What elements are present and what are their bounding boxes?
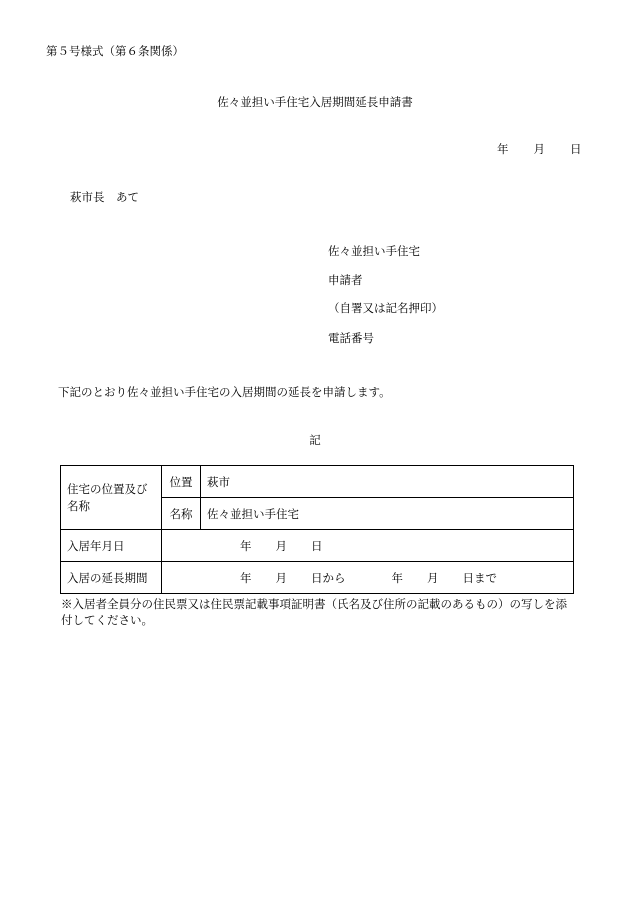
move-in-label: 入居年月日 bbox=[61, 530, 162, 562]
table-row bbox=[61, 530, 574, 562]
date-month: 月 bbox=[533, 142, 545, 156]
extension-period bbox=[162, 562, 574, 594]
name-label: 名称 bbox=[162, 498, 201, 530]
ext-from-month: 月 bbox=[275, 570, 287, 585]
seal-note: （自署又は記名押印） bbox=[328, 301, 443, 315]
extension-label: 入居の延長期間 bbox=[61, 562, 162, 594]
detail-table bbox=[60, 465, 574, 594]
table-row bbox=[61, 562, 574, 594]
applicant-housing: 佐々並担い手住宅 bbox=[328, 244, 420, 258]
form-number: 第５号様式（第６条関係） bbox=[46, 44, 184, 58]
move-in-month: 月 bbox=[275, 538, 287, 553]
applicant-label: 申請者 bbox=[328, 273, 363, 287]
date-year: 年 bbox=[497, 142, 509, 156]
name-value: 佐々並担い手住宅 bbox=[201, 498, 574, 530]
move-in-year: 年 bbox=[240, 538, 252, 553]
ext-from-year: 年 bbox=[240, 570, 252, 585]
housing-label: 住宅の位置及び名称 bbox=[61, 466, 162, 530]
move-in-date bbox=[162, 530, 574, 562]
attachment-note: ※入居者全員分の住民票又は住民票記載事項証明書（氏名及び住所の記載のあるもの）の写しを添付してください。 bbox=[61, 597, 567, 627]
move-in-day: 日 bbox=[311, 538, 323, 553]
ext-from-day: 日から bbox=[311, 570, 346, 585]
ext-to-year: 年 bbox=[391, 570, 403, 585]
date-day: 日 bbox=[570, 142, 582, 156]
request-statement: 下記のとおり佐々並担い手住宅の入居期間の延長を申請します。 bbox=[58, 385, 391, 399]
addressee: 萩市長 あて bbox=[70, 190, 139, 204]
ext-to-day: 日まで bbox=[462, 570, 497, 585]
application-date bbox=[497, 141, 582, 157]
position-value: 萩市 bbox=[201, 466, 574, 498]
position-label: 位置 bbox=[162, 466, 201, 498]
phone-label: 電話番号 bbox=[328, 331, 374, 345]
table-row bbox=[61, 466, 574, 498]
ki-heading: 記 bbox=[309, 433, 321, 447]
document-title: 佐々並担い手住宅入居期間延長申請書 bbox=[217, 95, 413, 109]
ext-to-month: 月 bbox=[427, 570, 439, 585]
